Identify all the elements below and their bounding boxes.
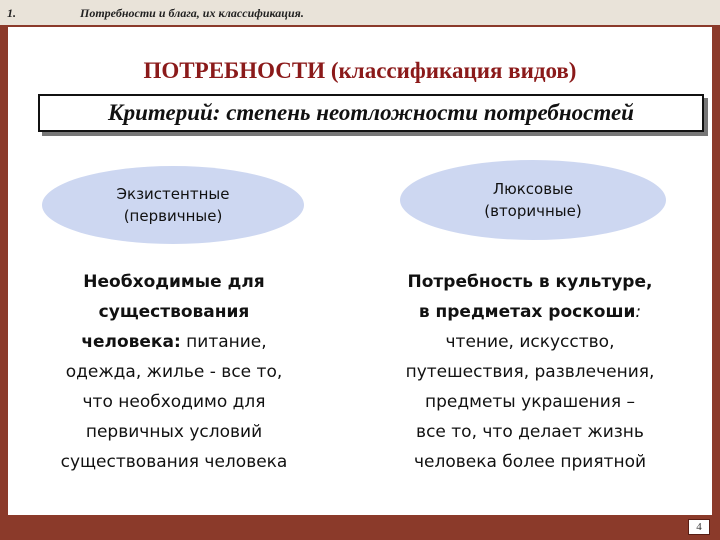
luxury-description: [380, 267, 680, 477]
desc-right-colon: :: [635, 302, 642, 322]
frame-bottom-border: [0, 515, 720, 540]
desc-left-line-5: что необходимо для: [82, 392, 266, 412]
category-existential: [42, 166, 304, 244]
desc-left-line-7: существования человека: [60, 452, 288, 472]
category-luxury-name: Люксовые: [492, 179, 574, 198]
desc-left-line-3-text: питание,: [180, 332, 267, 352]
criterion-box: Критерий: степень неотложности потребностей: [38, 94, 704, 132]
page-title: ПОТРЕБНОСТИ (классификация видов): [143, 58, 577, 83]
desc-right-line-4: путешествия, развлечения,: [405, 362, 655, 382]
category-luxury-sub: (вторичные): [484, 202, 582, 220]
desc-left-line-2: существования: [98, 302, 250, 322]
page-number: 4: [688, 519, 710, 535]
desc-left-line-3-bold: человека:: [81, 332, 181, 352]
desc-right-line-2: в предметах роскоши: [418, 302, 636, 322]
desc-right-line-3: чтение, искусство,: [445, 332, 615, 352]
desc-right-line-5: предметы украшения –: [425, 392, 635, 412]
desc-right-line-6: все то, что делает жизнь: [416, 422, 644, 442]
slide-number: 1.: [7, 6, 16, 20]
category-existential-name: Экзистентные: [116, 184, 230, 203]
frame-left-border: [0, 27, 8, 515]
desc-right-line-7: человека более приятной: [413, 452, 647, 472]
slide-topic: Потребности и блага, их классификация.: [80, 6, 304, 20]
category-existential-sub: (первичные): [123, 207, 223, 225]
desc-left-line-4: одежда, жилье - все то,: [65, 362, 283, 382]
desc-left-line-1: Необходимые для: [83, 272, 265, 292]
desc-left-line-6: первичных условий: [85, 422, 263, 442]
frame-right-border: [712, 27, 720, 515]
existential-description: [38, 267, 310, 477]
category-luxury: [400, 160, 666, 240]
desc-right-line-1: Потребность в культуре,: [407, 272, 653, 292]
